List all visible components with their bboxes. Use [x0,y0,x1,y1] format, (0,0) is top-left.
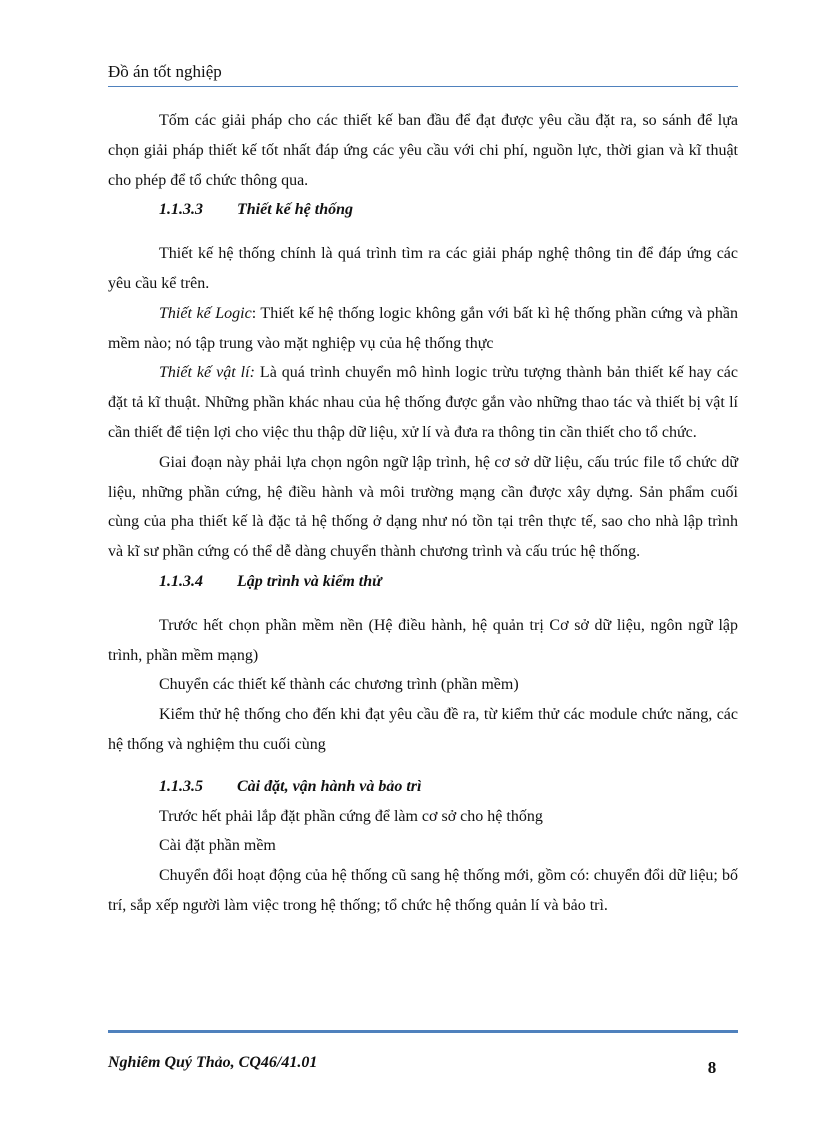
footer-author: Nghiêm Quý Thảo, CQ46/41.01 [108,1054,318,1071]
section-heading-system-design [108,195,738,225]
paragraph-system-conversion: Chuyển đổi hoạt động của hệ thống cũ sang hệ thống mới, gồm có: chuyển đổi dữ liệu; bố trí, sắp xếp người làm việc trong hệ thống; tổ chức hệ thống quản lí và bảo trì. [108,867,738,914]
paragraph-design-phase: Giai đoạn này phải lựa chọn ngôn ngữ lập trình, hệ cơ sở dữ liệu, cấu trúc file tổ chức dữ liệu, những phần cứng, hệ điều hành và môi trường mạng cần được xây dựng. Sản phẩm cuối cùng của pha thiết kế là đặc tả hệ thống ở dạng như nó tồn tại trên thực tế, sao cho nhà lập trình và kĩ sư phần cứng có thể dễ dàng chuyển thành chương trình và cấu trúc hệ thống. [108,453,738,561]
page-body [108,106,738,921]
paragraph-hardware-install: Trước hết phải lắp đặt phần cứng để làm cơ sở cho hệ thống [159,807,543,825]
term-physical-design: Thiết kế vật lí: [159,364,255,382]
section-number: 1.1.3.5 [159,777,203,795]
section-title: Thiết kế hệ thống [237,201,354,219]
section-number: 1.1.3.3 [159,201,203,219]
paragraph-system-design: Thiết kế hệ thống chính là quá trình tìm ra các giải pháp nghệ thông tin để đáp ứng các yêu cầu kể trên. [108,245,738,292]
page-number: 8 [707,1058,717,1077]
paragraph-logic-design [108,299,738,359]
physical-design-text: Là quá trình chuyển mô hình logic trừu tượng thành bản thiết kế hay các đặt tả kĩ thuật. Những phần khác nhau của hệ thống được gắn vào những thao tác và thiết bị vật lí cần thiết để tiện lợi cho việc thu thập dữ liệu, xử lí và đưa ra thông tin cần thiết cho tổ chức. [108,364,738,441]
section-heading-programming-testing [108,567,738,597]
paragraph-choose-software: Trước hết chọn phần mềm nền (Hệ điều hành, hệ quản trị Cơ sở dữ liệu, ngôn ngữ lập trình, phần mềm mạng) [108,616,738,664]
section-heading-installation [108,772,738,802]
paragraph-physical-design [108,358,738,447]
paragraph-testing: Kiểm thử hệ thống cho đến khi đạt yêu cầu đề ra, từ kiểm thử các module chức năng, các hệ thống và nghiệm thu cuối cùng [108,706,738,753]
paragraph-intro: Tốm các giải pháp cho các thiết kế ban đầu để đạt được yêu cầu đặt ra, so sánh để lựa chọn giải pháp thiết kế tốt nhất đáp ứng các yêu cầu với chi phí, nguồn lực, thời gian và kĩ thuật cho phép để tổ chức thông qua. [108,112,738,189]
logic-design-text: : Thiết kế hệ thống logic không gắn với bất kì hệ thống phần cứng và phần mềm nào; nó tập trung vào mặt nghiệp vụ của hệ thống thực [108,304,738,352]
paragraph-software-install: Cài đặt phần mềm [159,837,276,855]
section-number: 1.1.3.4 [159,572,203,590]
term-logic-design: Thiết kế Logic [159,304,252,322]
header-divider [108,86,738,87]
paragraph-convert-designs: Chuyển các thiết kế thành các chương trình (phần mềm) [159,676,519,694]
section-title: Cài đặt, vận hành và bảo trì [237,777,422,795]
footer-divider [108,1030,738,1033]
section-title: Lập trình và kiểm thử [237,572,382,590]
document-header-title: Đồ án tốt nghiệp [108,62,222,81]
